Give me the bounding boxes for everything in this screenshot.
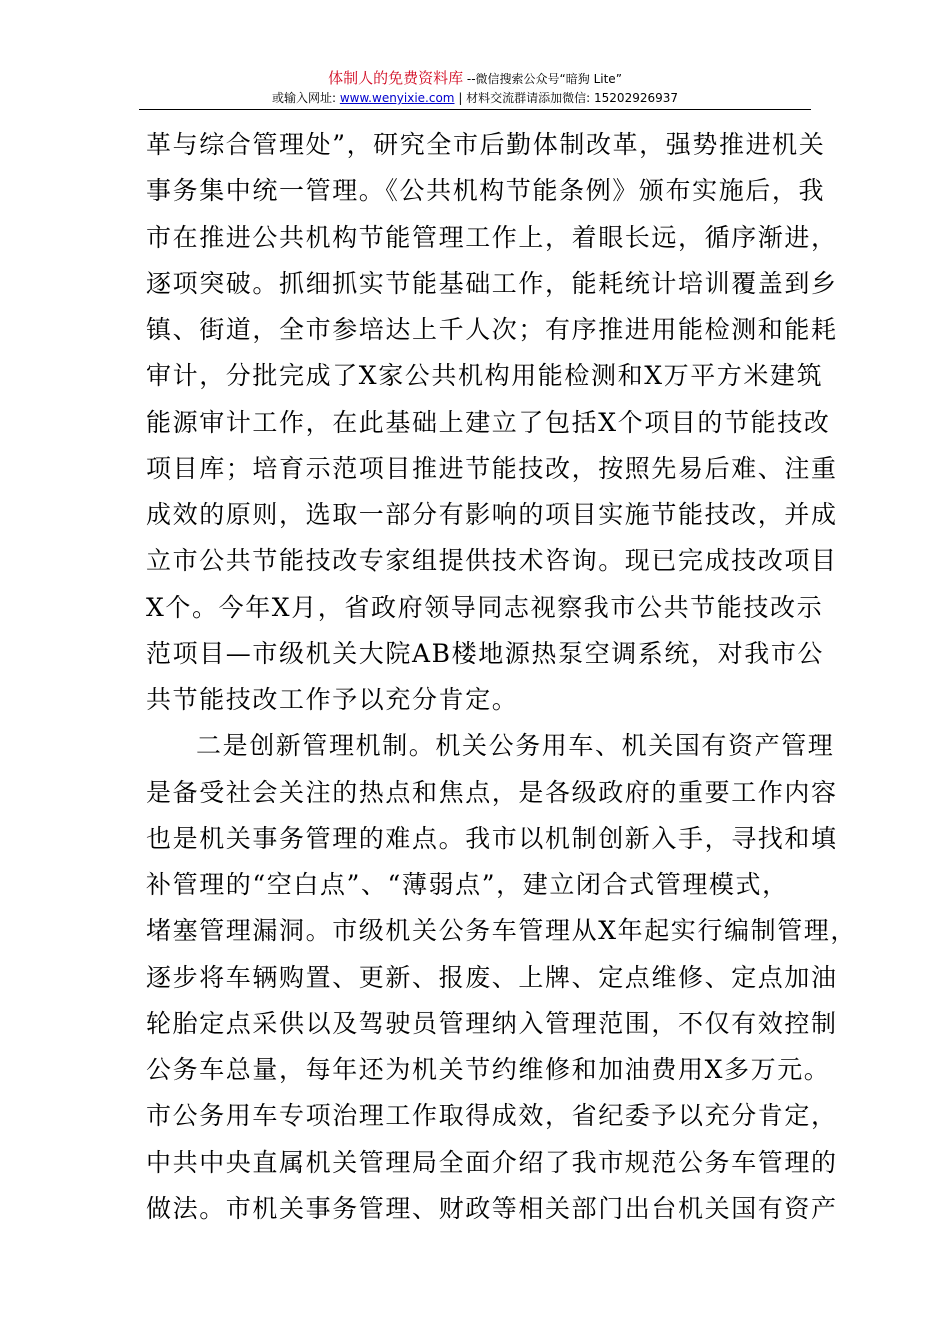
- document-body: [146, 122, 857, 1232]
- page-header: [139, 68, 811, 107]
- text-line: 市公务用车专项治理工作取得成效，省纪委予以充分肯定，: [146, 1101, 838, 1131]
- header-subtitle: --微信搜索公众号“暗狗 Lite”: [463, 72, 622, 86]
- header-contact-suffix: | 材料交流群请添加微信: 15202926937: [454, 91, 679, 105]
- text-line: 是备受社会关注的热点和焦点，是各级政府的重要工作内容: [146, 777, 838, 807]
- text-line: 堵塞管理漏洞。市级机关公务车管理从X年起实行编制管理，: [146, 916, 857, 946]
- text-line: 审计，分批完成了X家公共机构用能检测和X万平方米建筑: [146, 361, 824, 391]
- text-line: 也是机关事务管理的难点。我市以机制创新入手，寻找和填: [146, 823, 838, 853]
- paragraph-start-line: 二是创新管理机制。机关公务用车、机关国有资产管理: [196, 731, 835, 761]
- text-line: 革与综合管理处”，研究全市后勤体制改革，强势推进机关: [146, 130, 826, 159]
- text-line: 中共中央直属机关管理局全面介绍了我市规范公务车管理的: [146, 1147, 838, 1177]
- text-line: 逐项突破。抓细抓实节能基础工作，能耗统计培训覆盖到乡: [146, 268, 838, 298]
- header-contact-line: [139, 89, 811, 107]
- header-divider: [139, 109, 811, 110]
- text-line: 成效的原则，选取一部分有影响的项目实施节能技改，并成: [146, 500, 838, 529]
- text-line: 市在推进公共机构节能管理工作上，着眼长远，循序渐进，: [146, 222, 838, 252]
- text-line: 事务集中统一管理。《公共机构节能条例》颁布实施后，我: [146, 176, 826, 206]
- text-line: X个。今年X月，省政府领导同志视察我市公共节能技改示: [146, 592, 824, 622]
- text-line: 公务车总量，每年还为机关节约维修和加油费用X多万元。: [146, 1055, 831, 1084]
- text-line: 共节能技改工作予以充分肯定。: [146, 685, 519, 714]
- text-line: 镇、街道，全市参培达上千人次；有序推进用能检测和能耗: [146, 315, 838, 344]
- text-line: 范项目—市级机关大院AB楼地源热泵空调系统，对我市公: [146, 638, 825, 668]
- text-line: 逐步将车辆购置、更新、报废、上牌、定点维修、定点加油: [146, 962, 838, 992]
- header-title-line: [139, 68, 811, 89]
- text-line: 立市公共节能技改专家组提供技术咨询。现已完成技改项目: [146, 546, 838, 576]
- text-line: 轮胎定点采供以及驾驶员管理纳入管理范围，不仅有效控制: [146, 1008, 838, 1038]
- text-line: 项目库；培育示范项目推进节能技改，按照先易后难、注重: [146, 453, 838, 483]
- header-brand: 体制人的免费资料库: [328, 69, 464, 87]
- text-line: 能源审计工作，在此基础上建立了包括X个项目的节能技改: [146, 407, 831, 437]
- header-url-prefix: 或输入网址:: [271, 91, 340, 105]
- text-line: 做法。市机关事务管理、财政等相关部门出台机关国有资产: [146, 1193, 838, 1223]
- text-line: 补管理的“空白点”、“薄弱点”，建立闭合式管理模式，: [146, 870, 789, 899]
- header-url-link[interactable]: www.wenyixie.com: [339, 91, 455, 105]
